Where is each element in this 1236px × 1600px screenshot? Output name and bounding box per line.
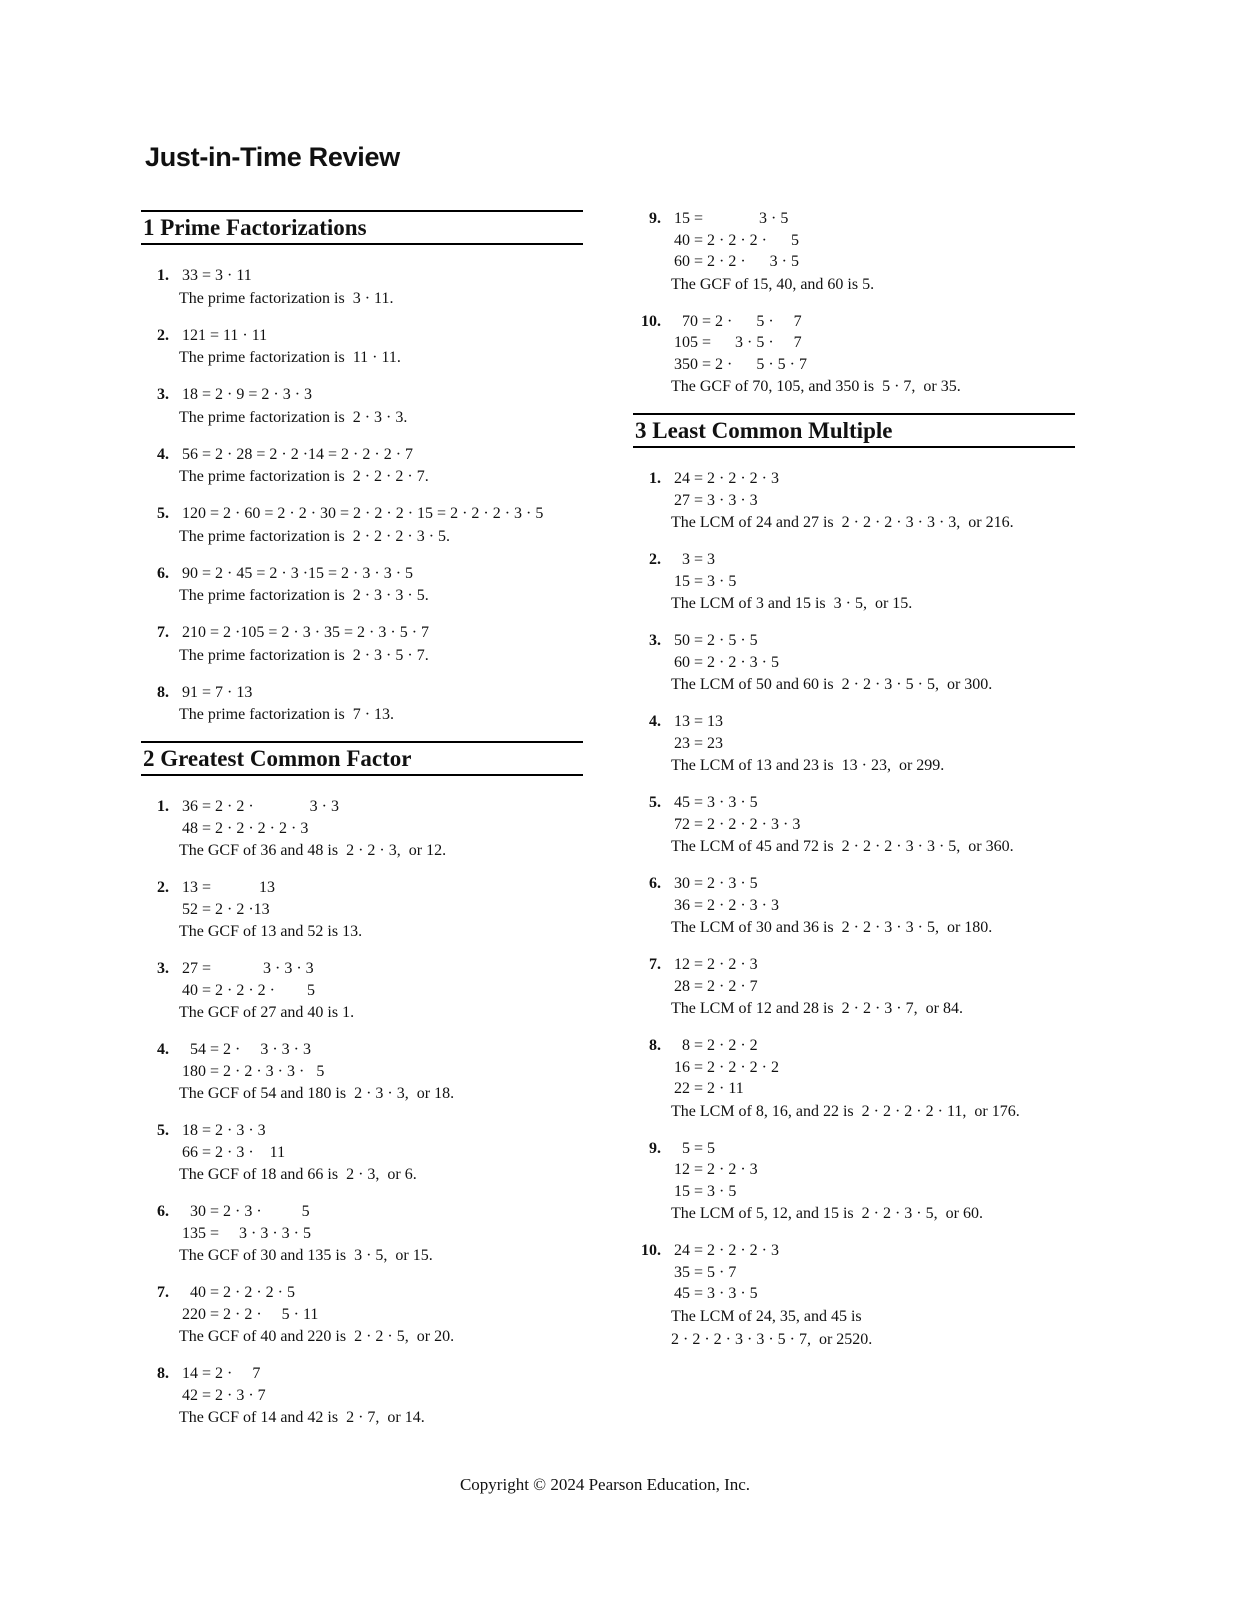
factorization-line: 35 = 5 · 7 <box>674 1263 737 1281</box>
factorization-line: 24 = 2 · 2 · 2 · 3 <box>674 470 780 487</box>
problem-item <box>633 1240 1075 1351</box>
section-header-prime: 1 Prime Factorizations <box>141 210 583 245</box>
problem-number: 8. <box>157 683 169 701</box>
answer-line: The LCM of 45 and 72 is 2 · 2 · 2 · 3 · 3 · 5, or 360. <box>671 838 1014 855</box>
factorization-line: 8 = 2 · 2 · 2 <box>674 1037 758 1054</box>
answer-line: The prime factorization is 11 · 11. <box>179 349 401 366</box>
factorization-line: 30 = 2 · 3 · 5 <box>182 1203 310 1220</box>
factorization-line: 90 = 2 · 45 = 2 · 3 ·15 = 2 · 3 · 3 · 5 <box>182 564 414 582</box>
answer-line: The LCM of 50 and 60 is 2 · 2 · 3 · 5 · 5, or 300. <box>671 676 993 693</box>
factorization-line: 220 = 2 · 2 · 5 · 11 <box>182 1305 319 1323</box>
problem-item <box>141 1039 583 1105</box>
factorization-line: 48 = 2 · 2 · 2 · 2 · 3 <box>182 819 309 837</box>
answer-line: The LCM of 12 and 28 is 2 · 2 · 3 · 7, or 84. <box>671 1000 963 1017</box>
factorization-line: 12 = 2 · 2 · 3 <box>674 956 758 973</box>
answer-line: The prime factorization is 2 · 2 · 2 · 7. <box>179 468 429 485</box>
factorization-line: 40 = 2 · 2 · 2 · 5 <box>182 981 316 999</box>
problem-number: 6. <box>157 564 169 582</box>
problem-item <box>633 792 1075 858</box>
answer-line: The GCF of 27 and 40 is 1. <box>179 1004 355 1021</box>
problem-number: 5. <box>157 505 169 522</box>
lcm-problem-list <box>633 468 1075 1351</box>
factorization-line: 105 = 3 · 5 · 7 <box>674 334 802 351</box>
answer-line: The GCF of 18 and 66 is 2 · 3, or 6. <box>179 1166 417 1183</box>
problem-item <box>633 873 1075 939</box>
factorization-line: 180 = 2 · 2 · 3 · 3 · 5 <box>182 1062 325 1080</box>
factorization-line: 40 = 2 · 2 · 2 · 5 <box>182 1284 296 1301</box>
answer-line: The GCF of 30 and 135 is 3 · 5, or 15. <box>179 1247 433 1264</box>
factorization-line: 33 = 3 · 11 <box>182 267 252 284</box>
problem-number: 9. <box>649 210 661 227</box>
factorization-line: 91 = 7 · 13 <box>182 683 253 701</box>
answer-line: The prime factorization is 2 · 2 · 2 · 3 · 5. <box>179 527 451 545</box>
problem-item <box>141 384 583 429</box>
problem-item <box>141 1201 583 1267</box>
problem-item <box>633 954 1075 1020</box>
answer-line: The LCM of 24, 35, and 45 is <box>671 1307 862 1325</box>
factorization-line: 45 = 3 · 3 · 5 <box>674 794 758 811</box>
problem-number: 5. <box>157 1122 169 1139</box>
problem-number: 2. <box>157 879 169 896</box>
factorization-line: 210 = 2 ·105 = 2 · 3 · 35 = 2 · 3 · 5 · 7 <box>182 624 430 641</box>
problem-number: 10. <box>641 1242 661 1259</box>
answer-line: The prime factorization is 2 · 3 · 3 · 5. <box>179 587 429 604</box>
answer-line-continued: 2 · 2 · 2 · 3 · 3 · 5 · 7, or 2520. <box>671 1330 873 1348</box>
problem-number: 8. <box>649 1037 661 1054</box>
problem-item <box>141 682 583 727</box>
factorization-line: 27 = 3 · 3 · 3 <box>182 960 314 977</box>
factorization-line: 27 = 3 · 3 · 3 <box>674 491 758 509</box>
right-column <box>633 208 1075 1366</box>
factorization-line: 23 = 23 <box>674 734 724 752</box>
answer-line: The GCF of 14 and 42 is 2 · 7, or 14. <box>179 1409 425 1426</box>
problem-number: 6. <box>157 1203 169 1220</box>
problem-number: 10. <box>641 312 661 330</box>
problem-number: 6. <box>649 875 661 892</box>
answer-line: The GCF of 13 and 52 is 13. <box>179 923 363 940</box>
answer-line: The LCM of 30 and 36 is 2 · 2 · 3 · 3 · 5, or 180. <box>671 919 993 936</box>
problem-item <box>141 503 583 548</box>
section-header-gcf: 2 Greatest Common Factor <box>141 741 583 776</box>
problem-number: 3. <box>157 960 169 977</box>
answer-line: The LCM of 3 and 15 is 3 · 5, or 15. <box>671 595 913 612</box>
problem-item <box>141 563 583 608</box>
factorization-line: 18 = 2 · 3 · 3 <box>182 1122 266 1139</box>
factorization-line: 54 = 2 · 3 · 3 · 3 <box>182 1041 312 1058</box>
factorization-line: 56 = 2 · 28 = 2 · 2 ·14 = 2 · 2 · 2 · 7 <box>182 445 414 463</box>
prime-problem-list <box>141 265 583 726</box>
page-title: Just-in-Time Review <box>145 142 400 172</box>
factorization-line: 66 = 2 · 3 · 11 <box>182 1143 286 1161</box>
answer-line: The GCF of 15, 40, and 60 is 5. <box>671 275 875 293</box>
problem-item <box>141 622 583 667</box>
problem-number: 1. <box>649 470 661 487</box>
factorization-line: 14 = 2 · 7 <box>182 1365 261 1382</box>
answer-line: The LCM of 24 and 27 is 2 · 2 · 2 · 3 · 3 · 3, or 216. <box>671 514 1014 531</box>
problem-number: 3. <box>649 632 661 649</box>
factorization-line: 3 = 3 <box>674 551 716 568</box>
factorization-line: 12 = 2 · 2 · 3 <box>674 1161 758 1178</box>
problem-item <box>633 311 1075 399</box>
problem-number: 4. <box>649 713 661 730</box>
problem-number: 4. <box>157 445 169 463</box>
problem-item <box>633 1035 1075 1123</box>
factorization-line: 60 = 2 · 2 · 3 · 5 <box>674 653 780 671</box>
problem-number: 2. <box>157 326 169 344</box>
answer-line: The GCF of 36 and 48 is 2 · 2 · 3, or 12. <box>179 842 447 859</box>
answer-line: The prime factorization is 2 · 3 · 5 · 7. <box>179 646 429 664</box>
factorization-line: 50 = 2 · 5 · 5 <box>674 632 758 649</box>
factorization-line: 70 = 2 · 5 · 7 <box>674 312 802 330</box>
factorization-line: 28 = 2 · 2 · 7 <box>674 977 758 995</box>
problem-number: 7. <box>157 624 169 641</box>
factorization-line: 350 = 2 · 5 · 5 · 7 <box>674 355 808 373</box>
factorization-line: 24 = 2 · 2 · 2 · 3 <box>674 1242 780 1259</box>
problem-item <box>141 1120 583 1186</box>
factorization-line: 18 = 2 · 9 = 2 · 3 · 3 <box>182 386 313 403</box>
factorization-line: 15 = 3 · 5 <box>674 210 789 227</box>
gcf-continued-problem-list <box>633 208 1075 398</box>
factorization-line: 36 = 2 · 2 · 3 · 3 <box>182 798 340 815</box>
answer-line: The LCM of 13 and 23 is 13 · 23, or 299. <box>671 757 945 774</box>
problem-item <box>633 711 1075 777</box>
problem-item <box>141 325 583 370</box>
problem-item <box>141 1282 583 1348</box>
factorization-line: 72 = 2 · 2 · 2 · 3 · 3 <box>674 815 801 833</box>
factorization-line: 15 = 3 · 5 <box>674 572 737 590</box>
factorization-line: 15 = 3 · 5 <box>674 1182 737 1200</box>
factorization-line: 22 = 2 · 11 <box>674 1080 744 1097</box>
problem-number: 3. <box>157 386 169 403</box>
factorization-line: 13 = 13 <box>674 713 724 730</box>
problem-item <box>633 208 1075 296</box>
gcf-problem-list <box>141 796 583 1429</box>
problem-item <box>141 796 583 862</box>
problem-item <box>141 265 583 310</box>
problem-item <box>141 1363 583 1429</box>
problem-item <box>141 958 583 1024</box>
problem-number: 7. <box>649 956 661 973</box>
factorization-line: 135 = 3 · 3 · 3 · 5 <box>182 1224 312 1242</box>
problem-number: 1. <box>157 798 169 815</box>
problem-number: 8. <box>157 1365 169 1382</box>
factorization-line: 120 = 2 · 60 = 2 · 2 · 30 = 2 · 2 · 2 · 15 = 2 · 2 · 2 · 3 · 5 <box>182 505 544 522</box>
answer-line: The prime factorization is 2 · 3 · 3. <box>179 408 408 426</box>
factorization-line: 13 = 13 <box>182 879 276 896</box>
left-column <box>141 210 583 1444</box>
answer-line: The GCF of 54 and 180 is 2 · 3 · 3, or 18. <box>179 1085 455 1102</box>
factorization-line: 121 = 11 · 11 <box>182 326 268 344</box>
factorization-line: 60 = 2 · 2 · 3 · 5 <box>674 253 800 270</box>
factorization-line: 16 = 2 · 2 · 2 · 2 <box>674 1058 780 1076</box>
problem-item <box>633 630 1075 696</box>
problem-item <box>141 444 583 489</box>
answer-line: The LCM of 5, 12, and 15 is 2 · 2 · 3 · 5, or 60. <box>671 1205 983 1222</box>
problem-number: 7. <box>157 1284 169 1301</box>
factorization-line: 52 = 2 · 2 ·13 <box>182 900 270 918</box>
problem-item <box>141 877 583 943</box>
problem-item <box>633 468 1075 534</box>
factorization-line: 42 = 2 · 3 · 7 <box>182 1386 266 1404</box>
problem-item <box>633 1138 1075 1226</box>
answer-line: The LCM of 8, 16, and 22 is 2 · 2 · 2 · 2 · 11, or 176. <box>671 1102 1020 1120</box>
problem-item <box>633 549 1075 615</box>
factorization-line: 30 = 2 · 3 · 5 <box>674 875 758 892</box>
problem-number: 4. <box>157 1041 169 1058</box>
answer-line: The prime factorization is 3 · 11. <box>179 289 394 307</box>
problem-number: 2. <box>649 551 661 568</box>
answer-line: The prime factorization is 7 · 13. <box>179 706 395 723</box>
answer-line: The GCF of 40 and 220 is 2 · 2 · 5, or 20. <box>179 1328 455 1345</box>
section-header-lcm: 3 Least Common Multiple <box>633 413 1075 448</box>
factorization-line: 40 = 2 · 2 · 2 · 5 <box>674 231 800 249</box>
factorization-line: 36 = 2 · 2 · 3 · 3 <box>674 896 780 914</box>
factorization-line: 45 = 3 · 3 · 5 <box>674 1285 758 1302</box>
factorization-line: 5 = 5 <box>674 1139 716 1157</box>
answer-line: The GCF of 70, 105, and 350 is 5 · 7, or 35. <box>671 378 961 395</box>
problem-number: 5. <box>649 794 661 811</box>
copyright-footer: Copyright © 2024 Pearson Education, Inc. <box>459 1475 751 1494</box>
problem-number: 9. <box>649 1139 661 1157</box>
problem-number: 1. <box>157 267 169 284</box>
